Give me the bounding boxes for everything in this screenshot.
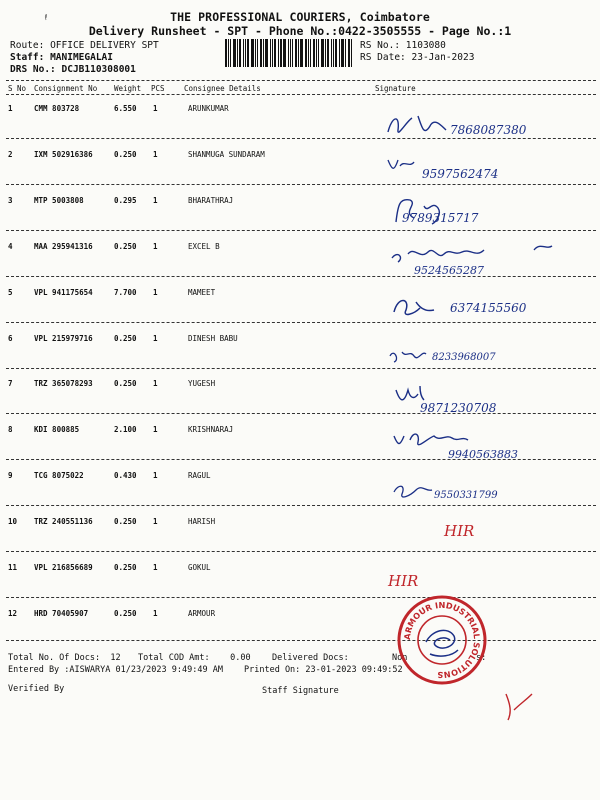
row-consignment-no: TRZ 240551136 bbox=[34, 517, 93, 526]
total-cod: Total COD Amt: 0.00 bbox=[138, 653, 251, 663]
svg-text:HIR: HIR bbox=[444, 522, 475, 540]
row-consignee: RAGUL bbox=[188, 471, 211, 480]
row-pcs: 1 bbox=[153, 517, 158, 526]
row-weight: 0.430 bbox=[114, 471, 137, 480]
company-name: THE PROFESSIONAL COURIERS, Coimbatore bbox=[170, 10, 430, 24]
svg-text:6374155560: 6374155560 bbox=[450, 301, 527, 315]
row-consignee: ARMOUR bbox=[188, 609, 216, 618]
svg-text:8233968007: 8233968007 bbox=[432, 352, 496, 363]
row-sno: 8 bbox=[8, 425, 13, 434]
svg-text:HIR: HIR bbox=[388, 572, 419, 590]
row-consignee: MAMEET bbox=[188, 288, 216, 297]
row-sno: 3 bbox=[8, 196, 13, 205]
row-weight: 6.550 bbox=[114, 104, 137, 113]
row-consignee: BHARATHRAJ bbox=[188, 196, 234, 205]
col-consignment: Consignment No bbox=[34, 84, 98, 93]
svg-text:9524565287: 9524565287 bbox=[414, 264, 484, 277]
svg-text:9789315717: 9789315717 bbox=[402, 211, 479, 225]
row-weight: 0.250 bbox=[114, 563, 137, 572]
drs-line: DRS No.: DCJB110308001 bbox=[10, 64, 136, 75]
entered-by: Entered By :AISWARYA 01/23/2023 9:49:49 AM bbox=[8, 665, 223, 675]
row-sno: 4 bbox=[8, 242, 13, 251]
row-sno: 7 bbox=[8, 379, 13, 388]
row-sno: 12 bbox=[8, 609, 18, 618]
row-weight: 0.250 bbox=[114, 242, 137, 251]
row-weight: 7.700 bbox=[114, 288, 137, 297]
row-pcs: 1 bbox=[153, 471, 158, 480]
row-consignment-no: VPL 941175654 bbox=[34, 288, 93, 297]
non-delivered-label: Non bbox=[392, 653, 408, 663]
row-weight: 0.250 bbox=[114, 334, 137, 343]
row-weight: 0.295 bbox=[114, 196, 137, 205]
printed-on: Printed On: 23-01-2023 09:49:52 bbox=[244, 665, 403, 675]
row-consignee: SHANMUGA SUNDARAM bbox=[188, 150, 265, 159]
row-consignee: YUGESH bbox=[188, 379, 216, 388]
row-sno: 5 bbox=[8, 288, 13, 297]
row-consignment-no: IXM 502916386 bbox=[34, 150, 93, 159]
col-weight: Weight bbox=[114, 84, 142, 93]
row-pcs: 1 bbox=[153, 150, 158, 159]
row-consignment-no: VPL 216856689 bbox=[34, 563, 93, 572]
staff-signature-label: Staff Signature bbox=[262, 686, 339, 696]
rs-no-line: RS No.: 1103080 bbox=[360, 40, 446, 51]
row-weight: 0.250 bbox=[114, 517, 137, 526]
row-weight: 0.250 bbox=[114, 379, 137, 388]
row-consignee: GOKUL bbox=[188, 563, 211, 572]
row-consignee: DINESH BABU bbox=[188, 334, 238, 343]
row-consignee: HARISH bbox=[188, 517, 216, 526]
row-weight: 0.250 bbox=[114, 150, 137, 159]
row-sno: 2 bbox=[8, 150, 13, 159]
row-sno: 11 bbox=[8, 563, 18, 572]
row-consignment-no: MAA 295941316 bbox=[34, 242, 93, 251]
svg-text:7868087380: 7868087380 bbox=[450, 123, 527, 137]
col-pcs: PCS bbox=[151, 84, 165, 93]
svg-text:ARMOUR INDUSTRIAL SOLUTIONS: ARMOUR INDUSTRIAL SOLUTIONS bbox=[401, 599, 483, 681]
row-sno: 1 bbox=[8, 104, 13, 113]
rs-date-line: RS Date: 23-Jan-2023 bbox=[360, 52, 475, 63]
row-consignment-no: TCG 8075022 bbox=[34, 471, 84, 480]
row-pcs: 1 bbox=[153, 379, 158, 388]
row-weight: 2.100 bbox=[114, 425, 137, 434]
row-consignment-no: VPL 215979716 bbox=[34, 334, 93, 343]
svg-text:9871230708: 9871230708 bbox=[420, 401, 497, 415]
row-consignment-no: CMM 803728 bbox=[34, 104, 80, 113]
row-pcs: 1 bbox=[153, 196, 158, 205]
row-pcs: 1 bbox=[153, 563, 158, 572]
row-pcs: 1 bbox=[153, 334, 158, 343]
row-consignee: EXCEL B bbox=[188, 242, 220, 251]
svg-text:9940563883: 9940563883 bbox=[448, 448, 518, 461]
row-weight: 0.250 bbox=[114, 609, 137, 618]
row-sno: 9 bbox=[8, 471, 13, 480]
runsheet-title: Delivery Runsheet - SPT - Phone No.:0422-3505555 - Page No.:1 bbox=[88, 24, 512, 38]
row-consignment-no: MTP 5003808 bbox=[34, 196, 84, 205]
row-consignment-no: KDI 800885 bbox=[34, 425, 80, 434]
row-pcs: 1 bbox=[153, 104, 158, 113]
row-pcs: 1 bbox=[153, 242, 158, 251]
col-signature: Signature bbox=[375, 84, 416, 93]
route-line: Route: OFFICE DELIVERY SPT bbox=[10, 40, 159, 51]
row-sno: 6 bbox=[8, 334, 13, 343]
svg-text:9550331799: 9550331799 bbox=[434, 490, 498, 501]
row-consignee: ARUNKUMAR bbox=[188, 104, 229, 113]
row-consignee: KRISHNARAJ bbox=[188, 425, 234, 434]
row-pcs: 1 bbox=[153, 425, 158, 434]
svg-text:9597562474: 9597562474 bbox=[422, 167, 499, 181]
delivered-docs: Delivered Docs: bbox=[272, 653, 349, 663]
docs-suffix-label: s: bbox=[476, 653, 487, 663]
row-sno: 10 bbox=[8, 517, 18, 526]
row-pcs: 1 bbox=[153, 288, 158, 297]
row-pcs: 1 bbox=[153, 609, 158, 618]
col-sno: S No bbox=[8, 84, 27, 93]
row-consignment-no: TRZ 365078293 bbox=[34, 379, 93, 388]
total-docs: Total No. Of Docs: 12 bbox=[8, 653, 121, 663]
verified-by: Verified By bbox=[8, 684, 65, 694]
staff-line: Staff: MANIMEGALAI bbox=[10, 52, 113, 63]
row-consignment-no: HRD 70405907 bbox=[34, 609, 89, 618]
col-consignee: Consignee Details bbox=[184, 84, 261, 93]
